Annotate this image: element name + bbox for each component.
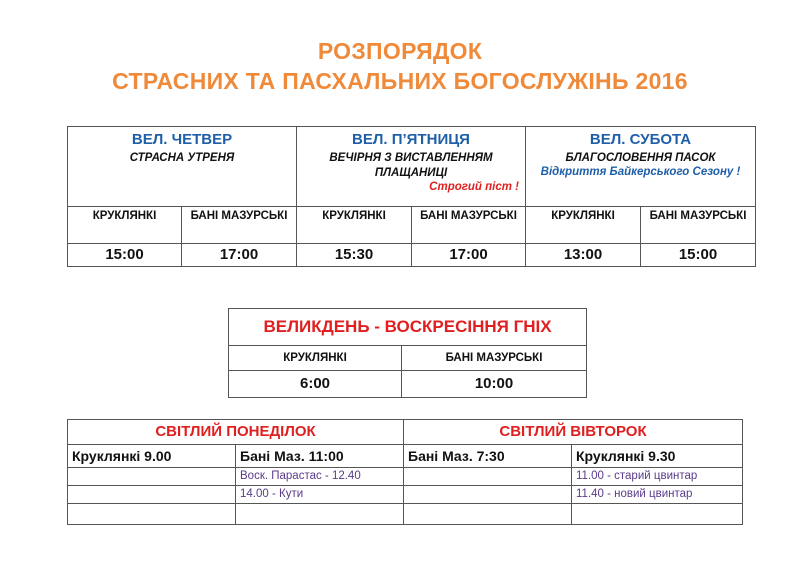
- easter-table: [228, 308, 587, 398]
- saturday-service: БЛАГОСЛОВЕННЯ ПАСОК: [565, 152, 716, 164]
- time-cell: 17:00: [412, 244, 526, 267]
- time-cell: 13:00: [526, 244, 641, 267]
- tuesday-extra-service: 11.40 - новий цвинтар: [572, 486, 743, 504]
- thursday-header: [68, 127, 297, 207]
- location-cell: БАНІ МАЗУРСЬКІ: [182, 207, 297, 244]
- bright-week-table: [67, 419, 743, 525]
- empty-cell: [404, 486, 572, 504]
- friday-day: ВЕЛ. П’ЯТНИЦЯ: [352, 131, 470, 148]
- saturday-note: Відкриття Байкерського Сезону !: [540, 166, 741, 178]
- monday-extra-service: 14.00 - Кути: [236, 486, 404, 504]
- time-cell: 15:00: [641, 244, 756, 267]
- location-cell: БАНІ МАЗУРСЬКІ: [412, 207, 526, 244]
- easter-title: ВЕЛИКДЕНЬ - ВОСКРЕСІННЯ ГНІХ: [229, 309, 587, 346]
- easter-time-cell: 6:00: [229, 371, 402, 398]
- monday-title: СВІТЛИЙ ПОНЕДІЛОК: [68, 420, 404, 445]
- saturday-day: ВЕЛ. СУБОТА: [589, 131, 692, 148]
- time-cell: 17:00: [182, 244, 297, 267]
- easter-location-cell: БАНІ МАЗУРСЬКІ: [402, 346, 587, 371]
- tuesday-bani-service: Бані Маз. 7:30: [404, 445, 572, 468]
- location-cell: БАНІ МАЗУРСЬКІ: [641, 207, 756, 244]
- friday-service-line1: ВЕЧІРНЯ З ВИСТАВЛЕННЯМ: [329, 152, 493, 164]
- time-cell: 15:30: [297, 244, 412, 267]
- location-cell: КРУКЛЯНКІ: [526, 207, 641, 244]
- empty-cell: [404, 504, 572, 525]
- friday-note: Строгий піст !: [429, 181, 519, 193]
- easter-time-cell: 10:00: [402, 371, 587, 398]
- monday-extra-service: Воск. Парастас - 12.40: [236, 468, 404, 486]
- time-cell: 15:00: [68, 244, 182, 267]
- easter-location-cell: КРУКЛЯНКІ: [229, 346, 402, 371]
- empty-cell: [404, 468, 572, 486]
- empty-cell: [236, 504, 404, 525]
- empty-cell: [572, 504, 743, 525]
- page-subtitle: СТРАСНИХ ТА ПАСХАЛЬНИХ БОГОСЛУЖІНЬ 2016: [112, 68, 688, 94]
- monday-bani-service: Бані Маз. 11:00: [236, 445, 404, 468]
- tuesday-krukl-service: Круклянкі 9.30: [572, 445, 743, 468]
- tuesday-extra-service: 11.00 - старий цвинтар: [572, 468, 743, 486]
- tuesday-title: СВІТЛИЙ ВІВТОРОК: [404, 420, 743, 445]
- empty-cell: [68, 486, 236, 504]
- thursday-day: ВЕЛ. ЧЕТВЕР: [131, 131, 233, 148]
- thursday-service: СТРАСНА УТРЕНЯ: [129, 152, 235, 164]
- page-title: РОЗПОРЯДОК: [317, 38, 483, 64]
- location-cell: КРУКЛЯНКІ: [68, 207, 182, 244]
- friday-service-line2: ПЛАЩАНИЦІ: [374, 167, 448, 179]
- location-cell: КРУКЛЯНКІ: [297, 207, 412, 244]
- monday-krukl-service: Круклянкі 9.00: [68, 445, 236, 468]
- empty-cell: [68, 504, 236, 525]
- saturday-header: [526, 127, 756, 207]
- empty-cell: [68, 468, 236, 486]
- holy-week-table: [67, 126, 756, 267]
- friday-header: [297, 127, 526, 207]
